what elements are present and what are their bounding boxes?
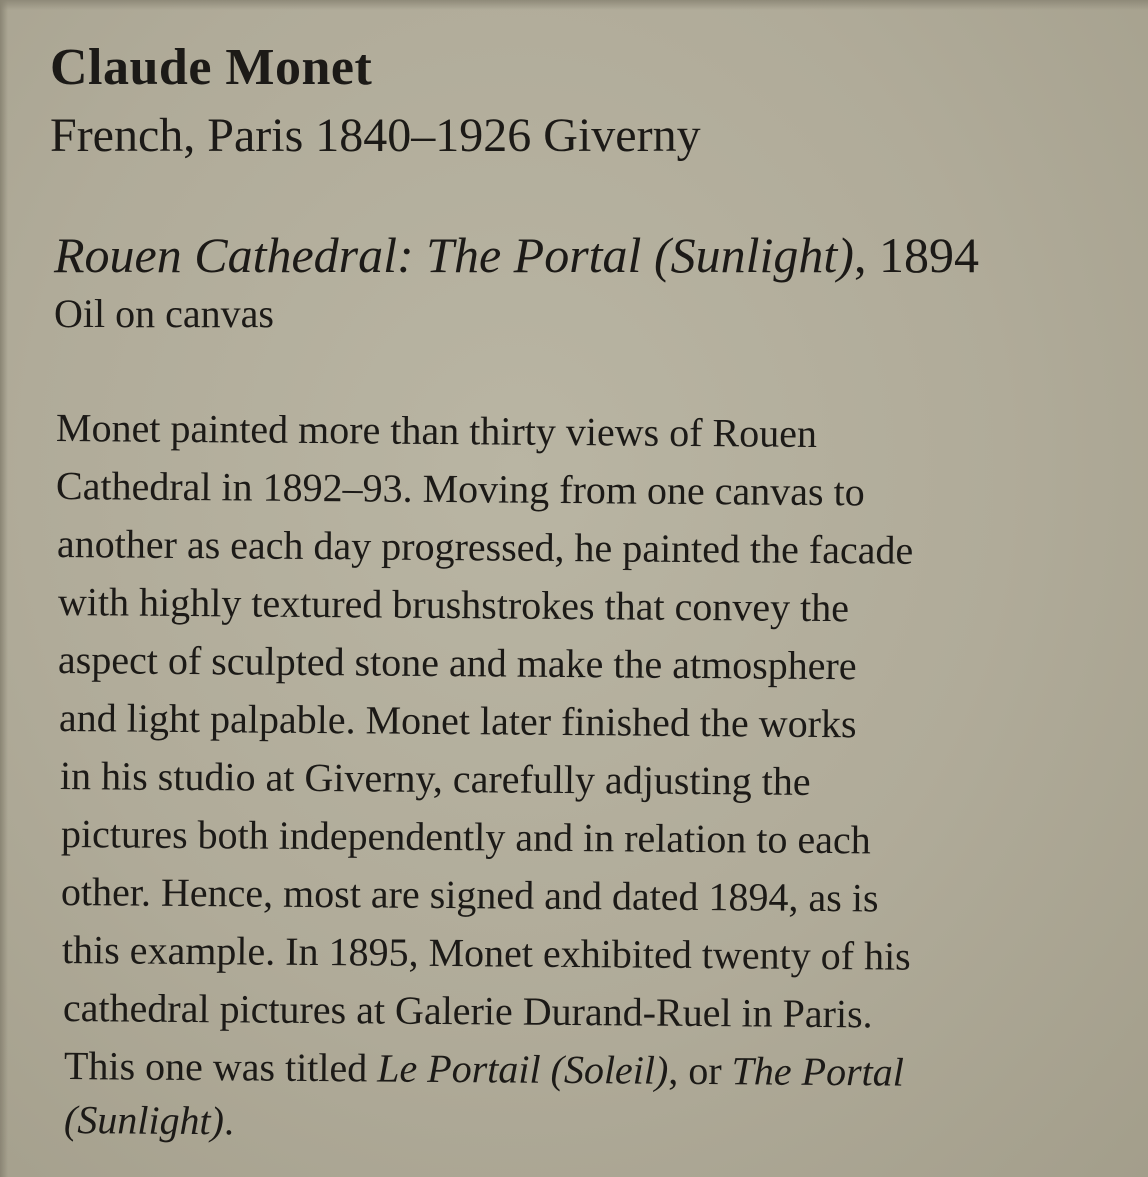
description-line: Cathedral in 1892–93. Moving from one canvas to <box>55 463 865 515</box>
artwork-title-line <box>54 226 979 284</box>
description-line-final <box>64 1096 234 1144</box>
artwork-title: Rouen Cathedral: The Portal (Sunlight) <box>54 227 854 283</box>
description-line: pictures both independently and in relation to each <box>60 811 871 863</box>
description-line: with highly textured brushstrokes that convey the <box>57 579 850 631</box>
description-line: in his studio at Giverny, carefully adjusting the <box>59 753 811 804</box>
description-line: another as each day progressed, he painted the facade <box>56 521 914 573</box>
description-line: Monet painted more than thirty views of Rouen <box>55 405 818 456</box>
label-left-edge-shadow <box>0 0 8 1177</box>
final-period: . <box>223 1098 235 1144</box>
artist-name: Claude Monet <box>50 39 373 96</box>
description-line: cathedral pictures at Galerie Durand-Ruel in Paris. <box>62 985 873 1037</box>
alt-title-middle: , or <box>668 1047 732 1094</box>
artist-origin: French, Paris 1840–1926 Giverny <box>50 109 701 162</box>
description-line: other. Hence, most are signed and dated 1894, as is <box>60 869 879 921</box>
english-title-end: (Sunlight) <box>63 1097 225 1144</box>
description-line: this example. In 1895, Monet exhibited twenty of his <box>61 927 911 979</box>
english-title: The Portal <box>731 1048 905 1095</box>
description-line-alt-title <box>64 1042 904 1096</box>
description-line: aspect of sculpted stone and make the atmosphere <box>57 637 857 689</box>
artwork-medium: Oil on canvas <box>54 291 274 336</box>
artwork-date: , 1894 <box>853 227 979 283</box>
french-title: Le Portail (Soleil) <box>377 1045 669 1093</box>
alt-title-prefix: This one was titled <box>63 1043 378 1091</box>
label-top-edge-shadow <box>0 0 1148 10</box>
description-line: and light palpable. Monet later finished the works <box>58 695 857 747</box>
